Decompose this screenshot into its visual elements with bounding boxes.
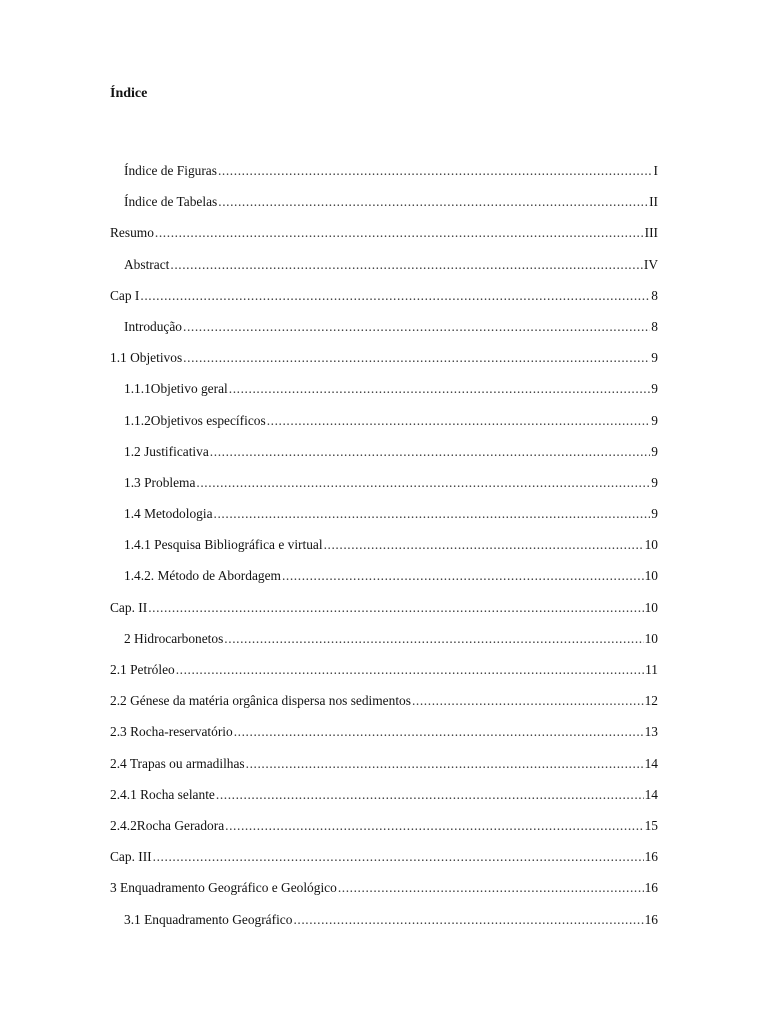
toc-entry-page-number: 14 (644, 786, 658, 802)
dot-leader (412, 691, 644, 711)
toc-entry-label: 1.4.2. Método de Abordagem (124, 568, 281, 584)
toc-entry-label: 2 Hidrocarbonetos (124, 630, 224, 646)
toc-entry-label: 1.4.1 Pesquisa Bibliográfica e virtual (124, 537, 323, 553)
toc-entry-label: 1.1.2Objetivos específicos (124, 412, 266, 428)
toc-entry-page-number: IV (643, 256, 658, 272)
toc-entry[interactable] (110, 910, 658, 941)
toc-entry-page-number: 9 (651, 443, 658, 459)
toc-entry-page-number: 13 (644, 724, 658, 740)
toc-entry[interactable] (110, 442, 658, 473)
dot-leader (324, 535, 644, 555)
toc-entry-page-number: I (653, 163, 658, 178)
toc-entry-label: 1.2 Justificativa (124, 443, 209, 459)
toc-title: Índice (110, 86, 148, 101)
dot-leader (216, 785, 644, 805)
dot-leader (155, 223, 644, 243)
toc-entry-page-number: 10 (644, 630, 658, 646)
toc-entry-label: 1.1 Objetivos (110, 350, 183, 366)
toc-entry[interactable] (110, 317, 658, 348)
dot-leader (293, 910, 643, 930)
toc-entry-page-number: 14 (644, 755, 658, 771)
toc-entry-label: Índice de Tabelas (124, 194, 218, 210)
toc-entry-label: Cap I (110, 287, 140, 303)
toc-entry[interactable] (110, 785, 658, 816)
toc-entry-page-number: 16 (644, 880, 658, 896)
dot-leader (267, 411, 651, 431)
toc-entry-page-number: 9 (651, 506, 658, 522)
toc-entry-page-number: 11 (645, 662, 658, 677)
toc-entry[interactable] (110, 286, 658, 317)
toc-entry-page-number: II (649, 194, 658, 210)
toc-entry[interactable] (110, 754, 658, 785)
dot-leader (234, 722, 644, 742)
toc-entry-label: Resumo (110, 225, 154, 241)
toc-entry-label: Abstract (124, 256, 170, 272)
toc-entry-page-number: 9 (651, 381, 658, 397)
dot-leader (218, 192, 648, 212)
toc-entry[interactable] (110, 473, 658, 504)
toc-entry-label: Introdução (124, 318, 183, 334)
dot-leader (153, 847, 644, 867)
toc-entry[interactable] (110, 847, 658, 878)
toc-entry[interactable] (110, 878, 658, 909)
dot-leader (170, 255, 642, 275)
toc-entry[interactable] (110, 192, 658, 223)
dot-leader (140, 286, 650, 306)
toc-list (110, 161, 658, 941)
dot-leader (148, 598, 643, 618)
toc-entry-label: 3.1 Enquadramento Geográfico (124, 911, 293, 927)
toc-entry[interactable] (110, 348, 658, 379)
toc-entry[interactable] (110, 722, 658, 753)
dot-leader (225, 816, 643, 836)
dot-leader (183, 317, 650, 337)
dot-leader (229, 379, 651, 399)
toc-entry[interactable] (110, 566, 658, 597)
dot-leader (224, 629, 643, 649)
toc-entry-page-number: 12 (644, 693, 658, 709)
toc-entry-label: 2.4 Trapas ou armadilhas (110, 755, 245, 771)
toc-entry-page-number: 16 (644, 911, 658, 927)
toc-entry[interactable] (110, 660, 658, 691)
toc-entry-label: Cap. II (110, 599, 148, 615)
toc-entry-page-number: 10 (644, 537, 658, 553)
dot-leader (214, 504, 651, 524)
dot-leader (176, 660, 644, 680)
dot-leader (282, 566, 644, 586)
dot-leader (338, 878, 644, 898)
toc-entry[interactable] (110, 223, 658, 254)
toc-entry[interactable] (110, 691, 658, 722)
toc-entry-page-number: 10 (644, 599, 658, 615)
toc-entry[interactable] (110, 255, 658, 286)
dot-leader (183, 348, 650, 368)
toc-entry[interactable] (110, 629, 658, 660)
toc-entry-label: 2.4.1 Rocha selante (110, 786, 215, 802)
toc-entry-page-number: 8 (651, 287, 658, 303)
toc-entry[interactable] (110, 598, 658, 629)
toc-entry-label: 2.2 Génese da matéria orgânica dispersa nos sedimentos (110, 693, 411, 709)
toc-entry[interactable] (110, 816, 658, 847)
toc-entry-label: Cap. III (110, 849, 152, 865)
toc-entry-label: 2.3 Rocha-reservatório (110, 724, 233, 740)
toc-entry-label: 2.4.2Rocha Geradora (110, 817, 225, 833)
toc-entry-page-number: 9 (651, 412, 658, 428)
dot-leader (210, 442, 651, 462)
toc-entry[interactable] (110, 504, 658, 535)
toc-entry-label: Índice de Figuras (124, 163, 217, 178)
toc-entry-label: 1.4 Metodologia (124, 506, 213, 522)
toc-entry-label: 2.1 Petróleo (110, 662, 175, 677)
toc-entry-page-number: 16 (644, 849, 658, 865)
dot-leader (246, 754, 644, 774)
toc-entry-label: 1.3 Problema (124, 474, 196, 490)
dot-leader (218, 161, 653, 181)
toc-entry-label: 1.1.1Objetivo geral (124, 381, 228, 397)
dot-leader (196, 473, 650, 493)
toc-entry[interactable] (110, 379, 658, 410)
toc-entry-page-number: 8 (651, 318, 658, 334)
toc-entry-label: 3 Enquadramento Geográfico e Geológico (110, 880, 337, 896)
toc-entry-page-number: 9 (651, 474, 658, 490)
toc-entry-page-number: 10 (644, 568, 658, 584)
toc-entry-page-number: 15 (644, 817, 658, 833)
toc-entry[interactable] (110, 161, 658, 192)
toc-entry-page-number: III (644, 225, 658, 241)
toc-entry-page-number: 9 (651, 350, 658, 366)
toc-entry[interactable] (110, 411, 658, 442)
toc-entry[interactable] (110, 535, 658, 566)
